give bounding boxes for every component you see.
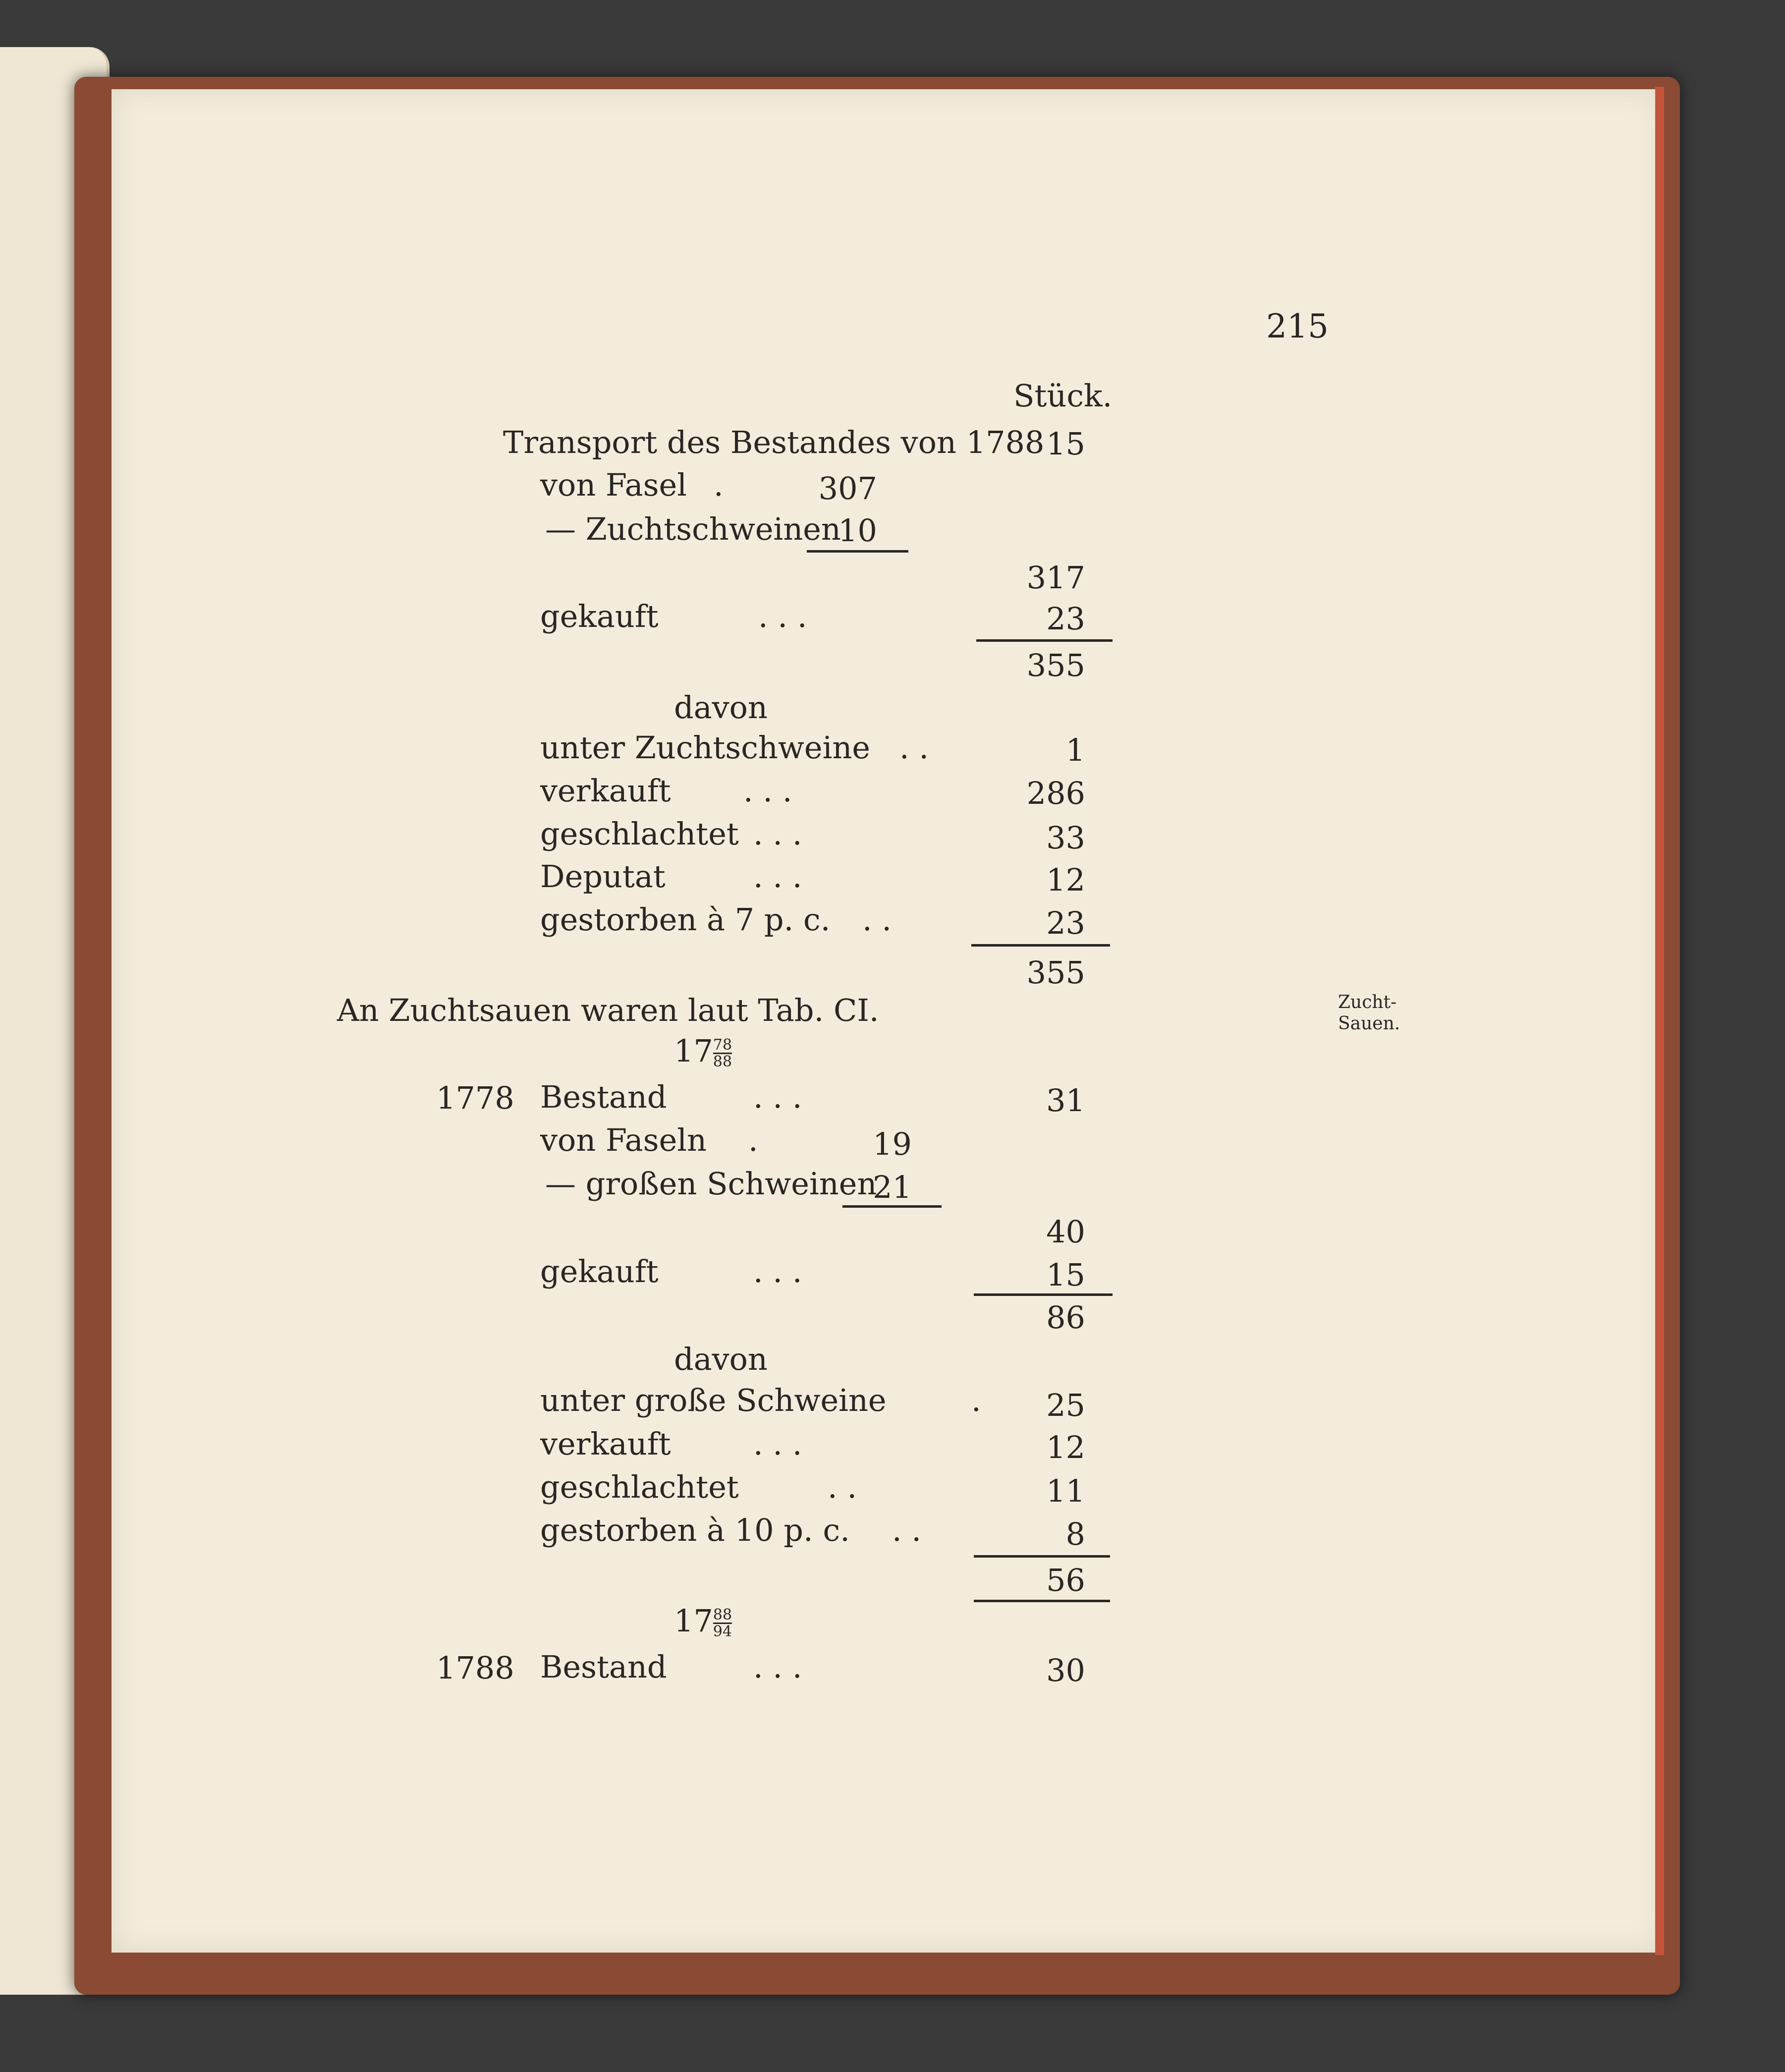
- margin-note-line: Sauen.: [1338, 1013, 1400, 1034]
- von-faseln-value: 19: [873, 1126, 912, 1162]
- page-number: 215: [1266, 307, 1329, 345]
- leader-dots: . .: [899, 729, 929, 766]
- period-heading: 17 $\frac{88}{94}$: [674, 1603, 732, 1641]
- leader-dots: . . .: [743, 773, 792, 809]
- bestand-label: Bestand: [540, 1079, 667, 1115]
- grossen-schweinen-value: 21: [873, 1169, 912, 1205]
- leader-dots: . . .: [753, 1426, 802, 1462]
- sum-rule: [842, 1205, 942, 1208]
- outflow-label: unter große Schweine: [540, 1382, 887, 1418]
- total-355: 355: [1026, 954, 1085, 991]
- von-faseln-label: von Faseln: [540, 1122, 707, 1158]
- leader-dots: . . .: [753, 1079, 802, 1115]
- column-header: Stück.: [1013, 378, 1113, 414]
- leader-dot: .: [971, 1382, 981, 1418]
- gekauft-value: 23: [1046, 601, 1085, 637]
- gekauft-label: gekauft: [540, 1253, 659, 1289]
- gekauft-label: gekauft: [540, 598, 659, 634]
- page-edge: [1655, 87, 1664, 1955]
- outflow-label: gestorben à 10 p. c.: [540, 1512, 850, 1548]
- sum-rule: [974, 1555, 1110, 1558]
- gekauft-value: 15: [1046, 1257, 1085, 1293]
- sum-rule: [971, 944, 1110, 947]
- leader-dots: . . .: [753, 1253, 802, 1289]
- outflow-label: gestorben à 7 p. c.: [540, 901, 831, 938]
- leader-dots: . . .: [753, 1649, 802, 1685]
- total-56: 56: [1046, 1562, 1085, 1598]
- outflow-value: 11: [1046, 1473, 1085, 1509]
- zuchtschweinen-label: — Zuchtschweinen: [545, 511, 841, 547]
- bestand-year: 1778: [436, 1080, 514, 1116]
- leader-dots: . . .: [758, 598, 807, 634]
- outflow-label: Deputat: [540, 858, 666, 895]
- outflow-label: unter Zuchtschweine: [540, 729, 871, 766]
- bestand-value: 30: [1046, 1652, 1085, 1688]
- outflow-value: 25: [1046, 1387, 1085, 1423]
- von-fasel-value: 307: [818, 470, 877, 506]
- transport-value: 15: [1046, 426, 1085, 462]
- sum-rule: [974, 1600, 1110, 1602]
- davon-heading: davon: [674, 689, 768, 726]
- leader-dots: . . .: [753, 816, 802, 852]
- leader-dots: . . .: [753, 858, 802, 895]
- outflow-value: 33: [1046, 820, 1085, 856]
- outflow-value: 286: [1026, 775, 1085, 811]
- outflow-label: geschlachtet: [540, 816, 739, 852]
- bestand-value: 31: [1046, 1082, 1085, 1119]
- bestand-label: Bestand: [540, 1649, 667, 1685]
- leader-dots: . .: [862, 901, 892, 938]
- transport-label: Transport des Bestandes von 1788: [503, 424, 1045, 460]
- sum-rule: [807, 550, 908, 553]
- zuchtsauen-intro: An Zuchtsauen waren laut Tab. CI.: [337, 992, 879, 1028]
- outflow-value: 12: [1046, 862, 1085, 898]
- grossen-schweinen-label: — großen Schweinen: [545, 1166, 877, 1202]
- bestand-year: 1788: [436, 1650, 514, 1686]
- outflow-label: geschlachtet: [540, 1469, 739, 1505]
- period-heading: 17 $\frac{78}{88}$: [674, 1033, 732, 1071]
- total-86: 86: [1046, 1299, 1085, 1336]
- von-fasel-dot: .: [714, 467, 724, 503]
- subtotal-40: 40: [1046, 1214, 1085, 1250]
- davon-heading: davon: [674, 1341, 768, 1377]
- outflow-value: 12: [1046, 1429, 1085, 1465]
- zuchtschweinen-value: 10: [838, 512, 877, 549]
- leader-dots: . .: [892, 1512, 922, 1548]
- sum-rule: [976, 639, 1113, 642]
- von-faseln-dot: .: [748, 1122, 758, 1158]
- outflow-value: 8: [1065, 1516, 1085, 1552]
- sum-rule: [974, 1293, 1113, 1296]
- von-fasel-label: von Fasel: [540, 467, 687, 503]
- outflow-label: verkauft: [540, 773, 671, 809]
- leader-dots: . .: [828, 1469, 857, 1505]
- subtotal-317: 317: [1026, 560, 1085, 596]
- outflow-value: 1: [1065, 732, 1085, 768]
- margin-note-line: Zucht-: [1338, 992, 1397, 1012]
- outflow-value: 23: [1046, 905, 1085, 941]
- outflow-label: verkauft: [540, 1426, 671, 1462]
- total-355: 355: [1026, 647, 1085, 683]
